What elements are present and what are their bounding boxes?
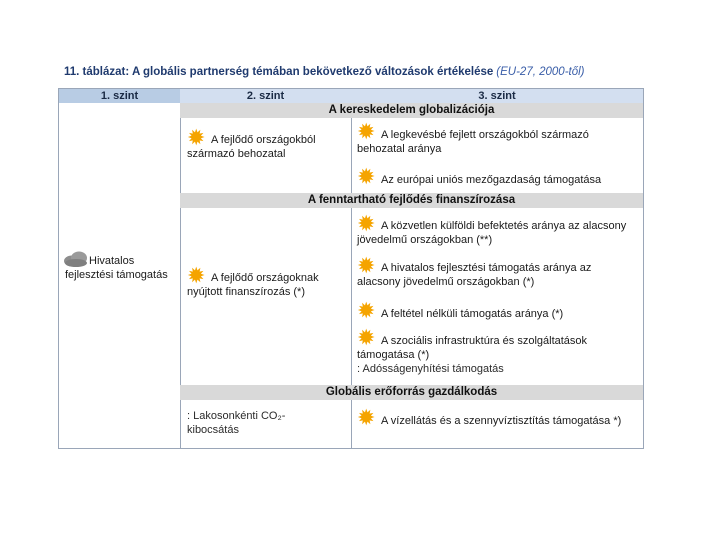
sun-icon: ✹: [357, 253, 376, 278]
level3-item: A legkevésbé fejlett országokból származó behozatal aránya: [357, 129, 589, 155]
level3-item: A szociális infrastruktúra és szolgáltatások támogatása (*): [357, 335, 588, 361]
level2-item: A fejlődő országokból származó behozatal: [187, 134, 316, 160]
sun-icon: ✹: [357, 298, 376, 323]
sun-icon: ✹: [357, 405, 376, 430]
sun-icon: ✹: [187, 263, 206, 288]
level3-item: A vízellátás és a szennyvíztisztítás támogatása *): [381, 415, 622, 427]
level2-item: : Lakosonkénti CO₂-kibocsátás: [187, 410, 286, 436]
level3-item: A hivatalos fejlesztési támogatás aránya az alacsony jövedelmű országokban (*): [357, 262, 592, 288]
sun-icon: ✹: [187, 125, 206, 150]
section-heading: Globális erőforrás gazdálkodás: [180, 385, 643, 400]
header-level-2: 2. szint: [180, 89, 352, 103]
title-text: 11. táblázat: A globális partnerség témában bekövetkező változások értékelése: [64, 66, 494, 78]
evaluation-table: [58, 88, 644, 449]
level3-item: Az európai uniós mezőgazdaság támogatása: [381, 174, 602, 186]
sun-icon: ✹: [357, 164, 376, 189]
sun-icon: ✹: [357, 211, 376, 236]
level1-label: Hivatalos fejlesztési támogatás: [65, 255, 168, 281]
table-title: [64, 66, 585, 78]
section-heading: A fenntartható fejlődés finanszírozása: [180, 193, 643, 208]
title-source: (EU-27, 2000-től): [496, 66, 585, 78]
level3-item: A feltétel nélküli támogatás aránya (*): [381, 308, 564, 320]
level2-item: A fejlődő országoknak nyújtott finanszírozás (*): [187, 272, 319, 298]
level3-item: A közvetlen külföldi befektetés aránya az alacsony jövedelmű országokban (**): [357, 220, 627, 246]
section-heading: A kereskedelem globalizációja: [180, 103, 643, 118]
sun-icon: ✹: [357, 325, 376, 350]
header-level-1: 1. szint: [59, 89, 181, 103]
header-level-3: 3. szint: [351, 89, 643, 103]
level3-item: : Adósságenyhítési támogatás: [357, 363, 504, 375]
sun-icon: ✹: [357, 119, 376, 144]
